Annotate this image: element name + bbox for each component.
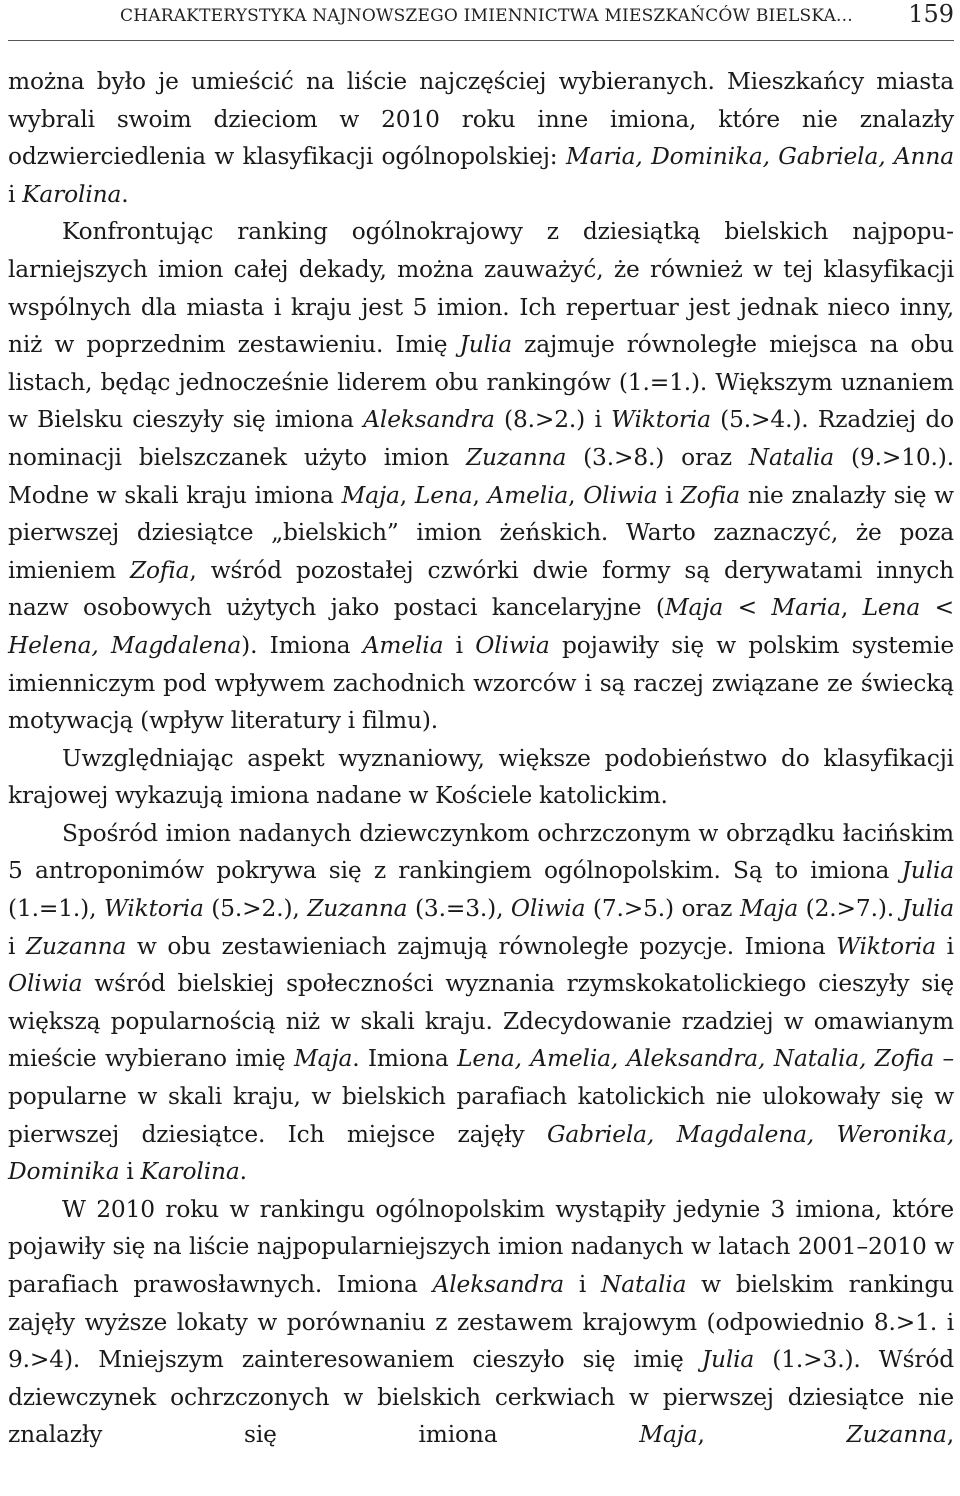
- text-run: – popularne w skali kraju, w bielskich parafiach katolickich nie ulokowały się w pierwszej dziesiątce. Ich miejsce zajęły: [8, 1045, 955, 1148]
- italic-run: Gabriela, Magdalena, Weronika, Dominika: [8, 1120, 954, 1186]
- text-run: Uwzględniając aspekt wyznaniowy, większe podobieństwo do klasyfikacji krajowej wykazują imiona nadane w Kościele katolickim.: [8, 744, 954, 810]
- text-run: Konfrontując ranking ogólnokrajowy z dziesiątką bielskich najpopularniejszych imion całej dekady, można zauważyć, że również w tej klasyfikacji wspólnych dla miasta i kraju jest 5 imion. Ich repertuar jest jednak nieco inny, niż w poprzednim zestawieniu. Imię: [8, 218, 954, 359]
- text-run: i: [443, 631, 476, 659]
- italic-run: Oliwia: [8, 970, 83, 998]
- text-run: <: [920, 594, 954, 622]
- text-run: ,: [568, 481, 584, 509]
- text-run: i: [564, 1271, 602, 1298]
- italic-run: Zofia: [680, 481, 741, 509]
- italic-run: Zuzanna: [26, 932, 127, 960]
- text-run: pojawiły się w polskim systemie imienniczym pod wpływem zachodnich wzorców i są raczej związane ze świecką motywacją (wpływ literatury i filmu).: [8, 631, 955, 735]
- text-run: <: [723, 594, 772, 622]
- text-run: w obu zestawieniach zajmują równoległe pozycje. Imiona: [126, 932, 837, 960]
- running-header: [8, 0, 954, 41]
- text-run: (1.>3.). Wśród dziewczynek ochrzczonych w bielskich cerkwiach w pierwszej dziesiątce nie znalazły się imiona: [8, 1346, 955, 1449]
- text-run: i: [119, 1158, 141, 1186]
- text-run: (8.>2.) i: [494, 406, 612, 434]
- italic-run: Lena, Amelia, Aleksandra, Natalia, Zofia: [457, 1045, 935, 1073]
- text-run: w bielskim rankingu zajęły wyższe lokaty w porównaniu z zestawem krajowym (odpowiednio 8.>1. i 9.>4). Mniejszym zainteresowaniem cieszyło się imię: [8, 1271, 954, 1374]
- text-run: i: [935, 932, 954, 960]
- italic-run: Maria: [771, 594, 841, 622]
- text-run: (3.>8.) oraz: [566, 443, 749, 471]
- italic-run: Julia: [459, 331, 512, 359]
- text-run: i: [8, 932, 27, 960]
- italic-run: Julia: [701, 1346, 755, 1374]
- italic-run: Wiktoria: [611, 406, 711, 434]
- text-run: ). Imiona: [241, 631, 363, 659]
- italic-run: Maja: [664, 594, 724, 622]
- italic-run: Amelia: [362, 631, 444, 659]
- text-run: ,: [840, 594, 863, 622]
- text-run: i: [8, 180, 23, 208]
- italic-run: Maja: [341, 481, 400, 509]
- paragraph: [8, 63, 954, 213]
- text-run: (3.=3.),: [407, 895, 511, 923]
- text-run: Spośród imion nadanych dziewczynkom ochrzczonym w obrządku łacińskim 5 antroponimów pokrywa się z rankingiem ogólnopolskim. Są to imiona: [8, 819, 954, 885]
- book-page: [8, 0, 954, 1454]
- italic-run: Natalia: [601, 1271, 687, 1298]
- italic-run: Maja: [293, 1045, 353, 1073]
- italic-run: Julia: [901, 857, 954, 885]
- italic-run: Maja: [639, 1421, 698, 1449]
- italic-run: Zuzanna: [307, 895, 408, 923]
- text-run: i: [657, 481, 681, 509]
- text-run: (1.=1.),: [8, 895, 104, 923]
- text-run: .: [121, 180, 129, 208]
- italic-run: Natalia: [748, 443, 835, 471]
- italic-run: Oliwia: [583, 481, 658, 509]
- italic-run: Karolina: [22, 180, 122, 208]
- text-run: ,: [472, 481, 488, 509]
- text-run: zajmuje równoległe miejsca na obu listach, będąc jednocześnie liderem obu rankingów (1.=1.). Większym uznaniem w Bielsku cieszyły się imiona: [8, 331, 954, 434]
- italic-run: Wiktoria: [103, 895, 204, 923]
- text-run: wśród bielskiej społeczności wyznania rzymskokatolickiego cieszyły się większą popularnością niż w skali kraju. Zdecydowanie rzadziej w omawianym mieście wybierano imię: [8, 970, 954, 1073]
- italic-run: Zuzanna: [846, 1421, 947, 1449]
- text-run: można było je umieścić na liście najczęściej wybieranych. Mieszkańcy miasta wybrali swoim dzieciom w 2010 roku inne imiona, które nie znalazły odzwierciedlenia w klasyfikacji ogólnopolskiej:: [8, 68, 954, 171]
- text-run: (9.>10.). Modne w skali kraju imiona: [8, 443, 955, 509]
- italic-run: Wiktoria: [836, 932, 936, 960]
- italic-run: Aleksandra: [363, 406, 495, 434]
- page-number: 159: [908, 0, 954, 28]
- text-run: nie znalazły się w pierwszej dziesiątce „bielskich” imion żeńskich. Warto zaznaczyć, że poza imieniem: [8, 481, 954, 584]
- italic-run: Helena, Magdalena: [8, 631, 242, 659]
- italic-run: Zuzanna: [466, 443, 567, 471]
- italic-run: Zofia: [129, 556, 190, 584]
- text-run: ,: [399, 481, 415, 509]
- italic-run: Aleksandra: [432, 1271, 565, 1298]
- body-text: [8, 63, 954, 1454]
- italic-run: Maja: [739, 895, 799, 923]
- italic-run: Lena: [414, 481, 473, 509]
- text-run: .: [239, 1158, 247, 1186]
- paragraph: [8, 1191, 954, 1454]
- text-run: ,: [697, 1421, 847, 1449]
- text-run: (5.>4.). Rzadziej do nominacji bielszczanek użyto imion: [8, 406, 954, 471]
- italic-run: Karolina: [140, 1158, 240, 1186]
- text-run: W 2010 roku w rankingu ogólnopolskim wystąpiły jedynie 3 imiona, które pojawiły się na liście najpopularniejszych imion nadanych w latach 2001–2010 w parafiach prawosławnych. Imiona: [8, 1195, 954, 1298]
- italic-run: Oliwia: [475, 631, 550, 659]
- text-run: (2.>7.).: [798, 895, 902, 923]
- italic-run: Oliwia: [510, 895, 586, 923]
- text-run: (7.>5.) oraz: [585, 895, 740, 923]
- italic-run: Amelia: [487, 481, 569, 509]
- paragraph: [8, 740, 954, 815]
- paragraph: [8, 213, 954, 739]
- text-run: ,: [946, 1421, 954, 1449]
- paragraph: [8, 815, 954, 1191]
- text-run: . Imiona: [352, 1045, 458, 1073]
- italic-run: Maria, Dominika, Gabriela, Anna: [565, 143, 954, 171]
- italic-run: Julia: [901, 895, 954, 923]
- text-run: , wśród pozostałej czwórki dwie formy są derywatami innych nazw osobowych użytych jako postaci kancelaryjne (: [8, 556, 954, 622]
- italic-run: Lena: [862, 594, 921, 622]
- running-title: CHARAKTERYSTYKA NAJNOWSZEGO IMIENNICTWA MIESZKAŃCÓW BIELSKA...: [120, 6, 853, 26]
- text-run: (5.>2.),: [203, 895, 308, 923]
